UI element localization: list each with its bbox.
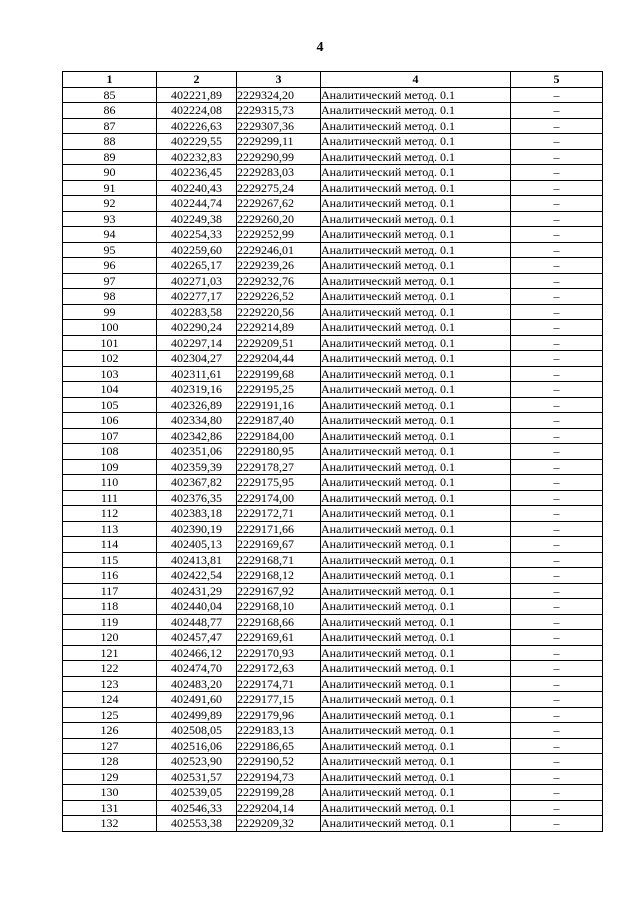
method-cell: Аналитический метод. 0.1 <box>321 537 511 553</box>
header-note: 5 <box>511 72 603 88</box>
note-cell: – <box>511 630 603 646</box>
table-row <box>63 242 603 258</box>
x-coordinate-cell: 402297,14 <box>157 335 237 351</box>
x-coordinate-cell: 402229,55 <box>157 134 237 150</box>
note-cell: – <box>511 676 603 692</box>
x-coordinate-cell: 402359,39 <box>157 459 237 475</box>
note-cell: – <box>511 490 603 506</box>
table-row <box>63 118 603 134</box>
y-coordinate-cell: 2229174,00 <box>237 490 321 506</box>
y-coordinate-cell: 2229214,89 <box>237 320 321 336</box>
table-row <box>63 180 603 196</box>
note-cell: – <box>511 149 603 165</box>
table-row <box>63 273 603 289</box>
point-number-cell: 124 <box>63 692 157 708</box>
point-number-cell: 127 <box>63 738 157 754</box>
y-coordinate-cell: 2229169,61 <box>237 630 321 646</box>
point-number-cell: 94 <box>63 227 157 243</box>
point-number-cell: 117 <box>63 583 157 599</box>
table-row <box>63 134 603 150</box>
x-coordinate-cell: 402516,06 <box>157 738 237 754</box>
note-cell: – <box>511 521 603 537</box>
y-coordinate-cell: 2229220,56 <box>237 304 321 320</box>
y-coordinate-cell: 2229191,16 <box>237 397 321 413</box>
method-cell: Аналитический метод. 0.1 <box>321 506 511 522</box>
x-coordinate-cell: 402277,17 <box>157 289 237 305</box>
page-number: 4 <box>316 40 324 55</box>
point-number-cell: 110 <box>63 475 157 491</box>
y-coordinate-cell: 2229168,66 <box>237 614 321 630</box>
x-coordinate-cell: 402474,70 <box>157 661 237 677</box>
x-coordinate-cell: 402311,61 <box>157 366 237 382</box>
method-cell: Аналитический метод. 0.1 <box>321 289 511 305</box>
point-number-cell: 95 <box>63 242 157 258</box>
point-number-cell: 92 <box>63 196 157 212</box>
method-cell: Аналитический метод. 0.1 <box>321 444 511 460</box>
point-number-cell: 91 <box>63 180 157 196</box>
y-coordinate-cell: 2229209,51 <box>237 335 321 351</box>
header-x-coordinate: 2 <box>157 72 237 88</box>
x-coordinate-cell: 402304,27 <box>157 351 237 367</box>
point-number-cell: 103 <box>63 366 157 382</box>
table-row <box>63 552 603 568</box>
note-cell: – <box>511 351 603 367</box>
note-cell: – <box>511 134 603 150</box>
y-coordinate-cell: 2229174,71 <box>237 676 321 692</box>
method-cell: Аналитический метод. 0.1 <box>321 568 511 584</box>
x-coordinate-cell: 402334,80 <box>157 413 237 429</box>
table-row <box>63 103 603 119</box>
note-cell: – <box>511 382 603 398</box>
method-cell: Аналитический метод. 0.1 <box>321 583 511 599</box>
y-coordinate-cell: 2229171,66 <box>237 521 321 537</box>
x-coordinate-cell: 402232,83 <box>157 149 237 165</box>
table-row <box>63 537 603 553</box>
note-cell: – <box>511 320 603 336</box>
point-number-cell: 101 <box>63 335 157 351</box>
note-cell: – <box>511 583 603 599</box>
x-coordinate-cell: 402491,60 <box>157 692 237 708</box>
x-coordinate-cell: 402440,04 <box>157 599 237 615</box>
point-number-cell: 88 <box>63 134 157 150</box>
point-number-cell: 126 <box>63 723 157 739</box>
y-coordinate-cell: 2229283,03 <box>237 165 321 181</box>
method-cell: Аналитический метод. 0.1 <box>321 273 511 289</box>
table-row <box>63 506 603 522</box>
header-point-number: 1 <box>63 72 157 88</box>
x-coordinate-cell: 402553,38 <box>157 816 237 832</box>
method-cell: Аналитический метод. 0.1 <box>321 599 511 615</box>
y-coordinate-cell: 2229190,52 <box>237 754 321 770</box>
x-coordinate-cell: 402413,81 <box>157 552 237 568</box>
table-row <box>63 459 603 475</box>
note-cell: – <box>511 754 603 770</box>
y-coordinate-cell: 2229232,76 <box>237 273 321 289</box>
note-cell: – <box>511 87 603 103</box>
y-coordinate-cell: 2229252,99 <box>237 227 321 243</box>
x-coordinate-cell: 402283,58 <box>157 304 237 320</box>
point-number-cell: 99 <box>63 304 157 320</box>
y-coordinate-cell: 2229299,11 <box>237 134 321 150</box>
note-cell: – <box>511 118 603 134</box>
y-coordinate-cell: 2229199,68 <box>237 366 321 382</box>
method-cell: Аналитический метод. 0.1 <box>321 428 511 444</box>
note-cell: – <box>511 165 603 181</box>
method-cell: Аналитический метод. 0.1 <box>321 723 511 739</box>
x-coordinate-cell: 402367,82 <box>157 475 237 491</box>
point-number-cell: 128 <box>63 754 157 770</box>
table-row <box>63 692 603 708</box>
y-coordinate-cell: 2229170,93 <box>237 645 321 661</box>
method-cell: Аналитический метод. 0.1 <box>321 816 511 832</box>
x-coordinate-cell: 402508,05 <box>157 723 237 739</box>
y-coordinate-cell: 2229199,28 <box>237 785 321 801</box>
note-cell: – <box>511 304 603 320</box>
point-number-cell: 86 <box>63 103 157 119</box>
y-coordinate-cell: 2229195,25 <box>237 382 321 398</box>
table-row <box>63 738 603 754</box>
table-row <box>63 521 603 537</box>
note-cell: – <box>511 475 603 491</box>
table-row <box>63 397 603 413</box>
method-cell: Аналитический метод. 0.1 <box>321 304 511 320</box>
method-cell: Аналитический метод. 0.1 <box>321 738 511 754</box>
point-number-cell: 89 <box>63 149 157 165</box>
table-row <box>63 320 603 336</box>
x-coordinate-cell: 402351,06 <box>157 444 237 460</box>
point-number-cell: 125 <box>63 707 157 723</box>
point-number-cell: 98 <box>63 289 157 305</box>
method-cell: Аналитический метод. 0.1 <box>321 785 511 801</box>
note-cell: – <box>511 227 603 243</box>
point-number-cell: 116 <box>63 568 157 584</box>
y-coordinate-cell: 2229168,71 <box>237 552 321 568</box>
x-coordinate-cell: 402405,13 <box>157 537 237 553</box>
table-row <box>63 149 603 165</box>
y-coordinate-cell: 2229246,01 <box>237 242 321 258</box>
point-number-cell: 131 <box>63 800 157 816</box>
x-coordinate-cell: 402240,43 <box>157 180 237 196</box>
x-coordinate-cell: 402483,20 <box>157 676 237 692</box>
method-cell: Аналитический метод. 0.1 <box>321 769 511 785</box>
y-coordinate-cell: 2229180,95 <box>237 444 321 460</box>
header-method: 4 <box>321 72 511 88</box>
point-number-cell: 121 <box>63 645 157 661</box>
x-coordinate-cell: 402531,57 <box>157 769 237 785</box>
table-row <box>63 769 603 785</box>
y-coordinate-cell: 2229169,67 <box>237 537 321 553</box>
method-cell: Аналитический метод. 0.1 <box>321 800 511 816</box>
y-coordinate-cell: 2229177,15 <box>237 692 321 708</box>
y-coordinate-cell: 2229324,20 <box>237 87 321 103</box>
point-number-cell: 132 <box>63 816 157 832</box>
table-row <box>63 800 603 816</box>
method-cell: Аналитический метод. 0.1 <box>321 707 511 723</box>
method-cell: Аналитический метод. 0.1 <box>321 754 511 770</box>
note-cell: – <box>511 335 603 351</box>
note-cell: – <box>511 537 603 553</box>
table-row <box>63 645 603 661</box>
note-cell: – <box>511 103 603 119</box>
x-coordinate-cell: 402431,29 <box>157 583 237 599</box>
note-cell: – <box>511 568 603 584</box>
x-coordinate-cell: 402319,16 <box>157 382 237 398</box>
table-row <box>63 413 603 429</box>
note-cell: – <box>511 506 603 522</box>
method-cell: Аналитический метод. 0.1 <box>321 645 511 661</box>
y-coordinate-cell: 2229204,14 <box>237 800 321 816</box>
point-number-cell: 102 <box>63 351 157 367</box>
point-number-cell: 96 <box>63 258 157 274</box>
method-cell: Аналитический метод. 0.1 <box>321 87 511 103</box>
method-cell: Аналитический метод. 0.1 <box>321 459 511 475</box>
point-number-cell: 104 <box>63 382 157 398</box>
table-row <box>63 723 603 739</box>
y-coordinate-cell: 2229307,36 <box>237 118 321 134</box>
x-coordinate-cell: 402448,77 <box>157 614 237 630</box>
note-cell: – <box>511 428 603 444</box>
method-cell: Аналитический метод. 0.1 <box>321 490 511 506</box>
table-row <box>63 754 603 770</box>
table-row <box>63 676 603 692</box>
point-number-cell: 129 <box>63 769 157 785</box>
note-cell: – <box>511 599 603 615</box>
y-coordinate-cell: 2229172,63 <box>237 661 321 677</box>
note-cell: – <box>511 180 603 196</box>
x-coordinate-cell: 402383,18 <box>157 506 237 522</box>
y-coordinate-cell: 2229184,00 <box>237 428 321 444</box>
table-row <box>63 366 603 382</box>
table-row <box>63 614 603 630</box>
table-row <box>63 475 603 491</box>
x-coordinate-cell: 402546,33 <box>157 800 237 816</box>
point-number-cell: 85 <box>63 87 157 103</box>
table-row <box>63 211 603 227</box>
coordinates-table <box>62 71 603 832</box>
point-number-cell: 87 <box>63 118 157 134</box>
method-cell: Аналитический метод. 0.1 <box>321 242 511 258</box>
y-coordinate-cell: 2229186,65 <box>237 738 321 754</box>
method-cell: Аналитический метод. 0.1 <box>321 118 511 134</box>
y-coordinate-cell: 2229183,13 <box>237 723 321 739</box>
note-cell: – <box>511 723 603 739</box>
note-cell: – <box>511 692 603 708</box>
y-coordinate-cell: 2229194,73 <box>237 769 321 785</box>
method-cell: Аналитический метод. 0.1 <box>321 397 511 413</box>
point-number-cell: 130 <box>63 785 157 801</box>
note-cell: – <box>511 242 603 258</box>
method-cell: Аналитический метод. 0.1 <box>321 661 511 677</box>
x-coordinate-cell: 402466,12 <box>157 645 237 661</box>
x-coordinate-cell: 402221,89 <box>157 87 237 103</box>
method-cell: Аналитический метод. 0.1 <box>321 103 511 119</box>
x-coordinate-cell: 402499,89 <box>157 707 237 723</box>
note-cell: – <box>511 289 603 305</box>
note-cell: – <box>511 816 603 832</box>
point-number-cell: 113 <box>63 521 157 537</box>
method-cell: Аналитический метод. 0.1 <box>321 196 511 212</box>
note-cell: – <box>511 645 603 661</box>
x-coordinate-cell: 402254,33 <box>157 227 237 243</box>
y-coordinate-cell: 2229178,27 <box>237 459 321 475</box>
y-coordinate-cell: 2229175,95 <box>237 475 321 491</box>
table-row <box>63 196 603 212</box>
note-cell: – <box>511 273 603 289</box>
x-coordinate-cell: 402390,19 <box>157 521 237 537</box>
x-coordinate-cell: 402539,05 <box>157 785 237 801</box>
x-coordinate-cell: 402523,90 <box>157 754 237 770</box>
note-cell: – <box>511 413 603 429</box>
point-number-cell: 106 <box>63 413 157 429</box>
x-coordinate-cell: 402271,03 <box>157 273 237 289</box>
note-cell: – <box>511 444 603 460</box>
note-cell: – <box>511 707 603 723</box>
method-cell: Аналитический метод. 0.1 <box>321 475 511 491</box>
point-number-cell: 111 <box>63 490 157 506</box>
x-coordinate-cell: 402422,54 <box>157 568 237 584</box>
x-coordinate-cell: 402376,35 <box>157 490 237 506</box>
method-cell: Аналитический метод. 0.1 <box>321 227 511 243</box>
y-coordinate-cell: 2229209,32 <box>237 816 321 832</box>
x-coordinate-cell: 402226,63 <box>157 118 237 134</box>
method-cell: Аналитический метод. 0.1 <box>321 320 511 336</box>
table-row <box>63 630 603 646</box>
method-cell: Аналитический метод. 0.1 <box>321 258 511 274</box>
y-coordinate-cell: 2229226,52 <box>237 289 321 305</box>
method-cell: Аналитический метод. 0.1 <box>321 351 511 367</box>
method-cell: Аналитический метод. 0.1 <box>321 366 511 382</box>
x-coordinate-cell: 402457,47 <box>157 630 237 646</box>
table-row <box>63 258 603 274</box>
method-cell: Аналитический метод. 0.1 <box>321 692 511 708</box>
note-cell: – <box>511 661 603 677</box>
point-number-cell: 119 <box>63 614 157 630</box>
header-y-coordinate: 3 <box>237 72 321 88</box>
y-coordinate-cell: 2229275,24 <box>237 180 321 196</box>
table-row <box>63 382 603 398</box>
table-row <box>63 599 603 615</box>
x-coordinate-cell: 402224,08 <box>157 103 237 119</box>
method-cell: Аналитический метод. 0.1 <box>321 180 511 196</box>
point-number-cell: 120 <box>63 630 157 646</box>
note-cell: – <box>511 397 603 413</box>
y-coordinate-cell: 2229315,73 <box>237 103 321 119</box>
y-coordinate-cell: 2229267,62 <box>237 196 321 212</box>
table-row <box>63 289 603 305</box>
point-number-cell: 97 <box>63 273 157 289</box>
table-row <box>63 304 603 320</box>
point-number-cell: 108 <box>63 444 157 460</box>
method-cell: Аналитический метод. 0.1 <box>321 413 511 429</box>
note-cell: – <box>511 196 603 212</box>
method-cell: Аналитический метод. 0.1 <box>321 335 511 351</box>
point-number-cell: 109 <box>63 459 157 475</box>
note-cell: – <box>511 738 603 754</box>
method-cell: Аналитический метод. 0.1 <box>321 149 511 165</box>
table-row <box>63 165 603 181</box>
x-coordinate-cell: 402265,17 <box>157 258 237 274</box>
method-cell: Аналитический метод. 0.1 <box>321 211 511 227</box>
method-cell: Аналитический метод. 0.1 <box>321 614 511 630</box>
y-coordinate-cell: 2229187,40 <box>237 413 321 429</box>
table-row <box>63 227 603 243</box>
table-row <box>63 568 603 584</box>
x-coordinate-cell: 402244,74 <box>157 196 237 212</box>
note-cell: – <box>511 552 603 568</box>
table-row <box>63 87 603 103</box>
table-row <box>63 351 603 367</box>
table-row <box>63 816 603 832</box>
x-coordinate-cell: 402342,86 <box>157 428 237 444</box>
note-cell: – <box>511 614 603 630</box>
point-number-cell: 100 <box>63 320 157 336</box>
y-coordinate-cell: 2229204,44 <box>237 351 321 367</box>
y-coordinate-cell: 2229260,20 <box>237 211 321 227</box>
point-number-cell: 123 <box>63 676 157 692</box>
method-cell: Аналитический метод. 0.1 <box>321 676 511 692</box>
table-row <box>63 444 603 460</box>
y-coordinate-cell: 2229167,92 <box>237 583 321 599</box>
table-header-row <box>63 72 603 88</box>
note-cell: – <box>511 800 603 816</box>
table-row <box>63 785 603 801</box>
x-coordinate-cell: 402290,24 <box>157 320 237 336</box>
note-cell: – <box>511 785 603 801</box>
x-coordinate-cell: 402236,45 <box>157 165 237 181</box>
table-row <box>63 428 603 444</box>
table-row <box>63 707 603 723</box>
y-coordinate-cell: 2229179,96 <box>237 707 321 723</box>
table-row <box>63 490 603 506</box>
note-cell: – <box>511 258 603 274</box>
point-number-cell: 112 <box>63 506 157 522</box>
note-cell: – <box>511 459 603 475</box>
method-cell: Аналитический метод. 0.1 <box>321 552 511 568</box>
point-number-cell: 115 <box>63 552 157 568</box>
y-coordinate-cell: 2229168,12 <box>237 568 321 584</box>
method-cell: Аналитический метод. 0.1 <box>321 630 511 646</box>
table-body <box>63 87 603 831</box>
point-number-cell: 118 <box>63 599 157 615</box>
table-row <box>63 583 603 599</box>
point-number-cell: 122 <box>63 661 157 677</box>
table-row <box>63 661 603 677</box>
note-cell: – <box>511 211 603 227</box>
point-number-cell: 114 <box>63 537 157 553</box>
point-number-cell: 107 <box>63 428 157 444</box>
method-cell: Аналитический метод. 0.1 <box>321 382 511 398</box>
method-cell: Аналитический метод. 0.1 <box>321 521 511 537</box>
y-coordinate-cell: 2229239,26 <box>237 258 321 274</box>
point-number-cell: 90 <box>63 165 157 181</box>
y-coordinate-cell: 2229290,99 <box>237 149 321 165</box>
x-coordinate-cell: 402326,89 <box>157 397 237 413</box>
point-number-cell: 93 <box>63 211 157 227</box>
y-coordinate-cell: 2229168,10 <box>237 599 321 615</box>
table-row <box>63 335 603 351</box>
note-cell: – <box>511 769 603 785</box>
method-cell: Аналитический метод. 0.1 <box>321 134 511 150</box>
y-coordinate-cell: 2229172,71 <box>237 506 321 522</box>
x-coordinate-cell: 402249,38 <box>157 211 237 227</box>
note-cell: – <box>511 366 603 382</box>
x-coordinate-cell: 402259,60 <box>157 242 237 258</box>
method-cell: Аналитический метод. 0.1 <box>321 165 511 181</box>
point-number-cell: 105 <box>63 397 157 413</box>
